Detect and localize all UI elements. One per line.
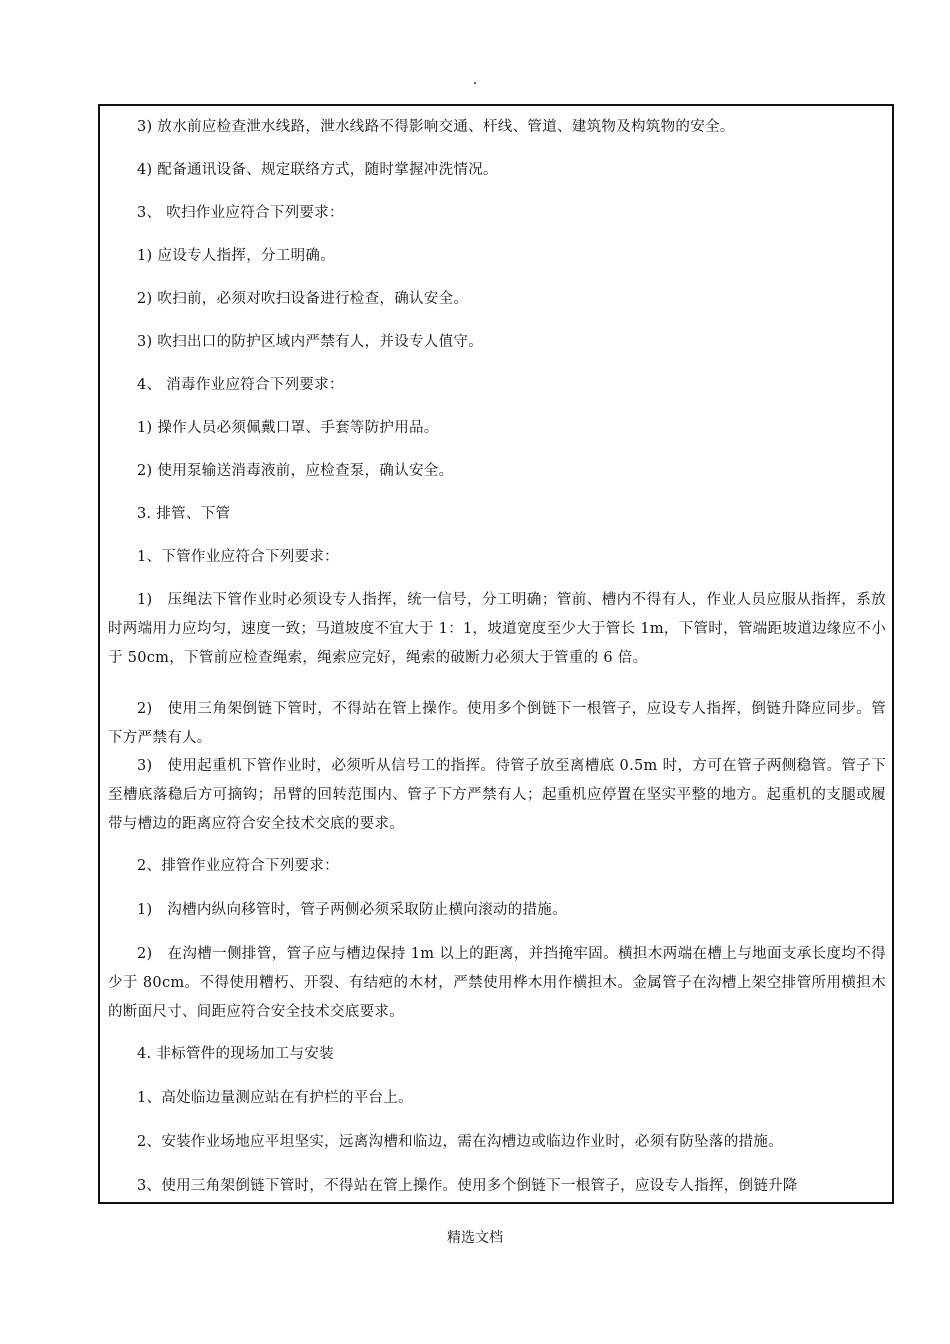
paragraph: 2) 使用三角架倒链下管时，不得站在管上操作。使用多个倒链下一根管子，应设专人指挥，倒链升降应同步。管下方严禁有人。 [108, 701, 886, 746]
page-footer: 精选文档 [447, 1230, 503, 1246]
paragraph: 2) 在沟槽一侧排管，管子应与槽边保持 1m 以上的距离，并挡掩牢固。横担木两端在槽上与地面支承长度均不得少于 80cm。不得使用糟朽、开裂、有结疤的木材，严禁使用桦木用作横担木。金属管子在沟槽上架空排管所用横担木的断面尺寸、间距应符合安全技术交底要求。 [108, 946, 886, 1020]
paragraph: 3) 使用起重机下管作业时，必须听从信号工的指挥。待管子放至离槽底 0.5m 时，方可在管子两侧稳管。管子下至槽底落稳后方可摘钩；吊臂的回转范围内、管子下方严禁有人；起重机应停置在坚实平整的地方。起重机的支腿或履带与槽边的距离应符合安全技术交底的要求。 [108, 758, 886, 832]
paragraph: 2) 使用泵输送消毒液前，应检查泵，确认安全。 [137, 463, 454, 479]
page-header-mark: . [472, 72, 478, 88]
paragraph: 2、安装作业场地应平坦坚实，远离沟槽和临边，需在沟槽边或临边作业时，必须有防坠落的措施。 [137, 1134, 783, 1150]
section-heading: 1、下管作业应符合下列要求： [137, 549, 339, 565]
document-frame [98, 104, 894, 1204]
paragraph: 1) 应设专人指挥，分工明确。 [137, 248, 335, 264]
paragraph: 3) 放水前应检查泄水线路，泄水线路不得影响交通、杆线、管道、建筑物及构筑物的安全。 [137, 119, 735, 135]
paragraph: 1) 沟槽内纵向移管时，管子两侧必须采取防止横向滚动的措施。 [137, 902, 567, 918]
paragraph: 4) 配备通讯设备、规定联络方式，随时掌握冲洗情况。 [137, 162, 498, 178]
section-heading: 4. 非标管件的现场加工与安装 [137, 1046, 334, 1062]
paragraph: 1、高处临边量测应站在有护栏的平台上。 [137, 1090, 413, 1106]
section-heading: 4、 消毒作业应符合下列要求： [137, 377, 344, 393]
paragraph: 3、使用三角架倒链下管时，不得站在管上操作。使用多个倒链下一根管子，应设专人指挥，倒链升降 [137, 1178, 798, 1194]
paragraph: 1) 压绳法下管作业时必须设专人指挥，统一信号，分工明确；管前、槽内不得有人，作业人员应服从指挥，系放时两端用力应均匀，速度一致；马道坡度不宜大于 1：1，坡道宽度至少大于管长 1m，下管时，管端距坡道边缘应不小于 50cm，下管前应检查绳索，绳索应完好，绳索的破断力必须大于管重的 6 倍。 [108, 592, 886, 666]
paragraph: 2) 吹扫前，必须对吹扫设备进行检查，确认安全。 [137, 291, 469, 307]
paragraph: 3) 吹扫出口的防护区域内严禁有人，并设专人值守。 [137, 334, 483, 350]
section-heading: 2、排管作业应符合下列要求： [137, 858, 339, 874]
paragraph: 1) 操作人员必须佩戴口罩、手套等防护用品。 [137, 420, 439, 436]
section-heading: 3. 排管、下管 [137, 506, 231, 522]
section-heading: 3、 吹扫作业应符合下列要求： [137, 205, 344, 221]
